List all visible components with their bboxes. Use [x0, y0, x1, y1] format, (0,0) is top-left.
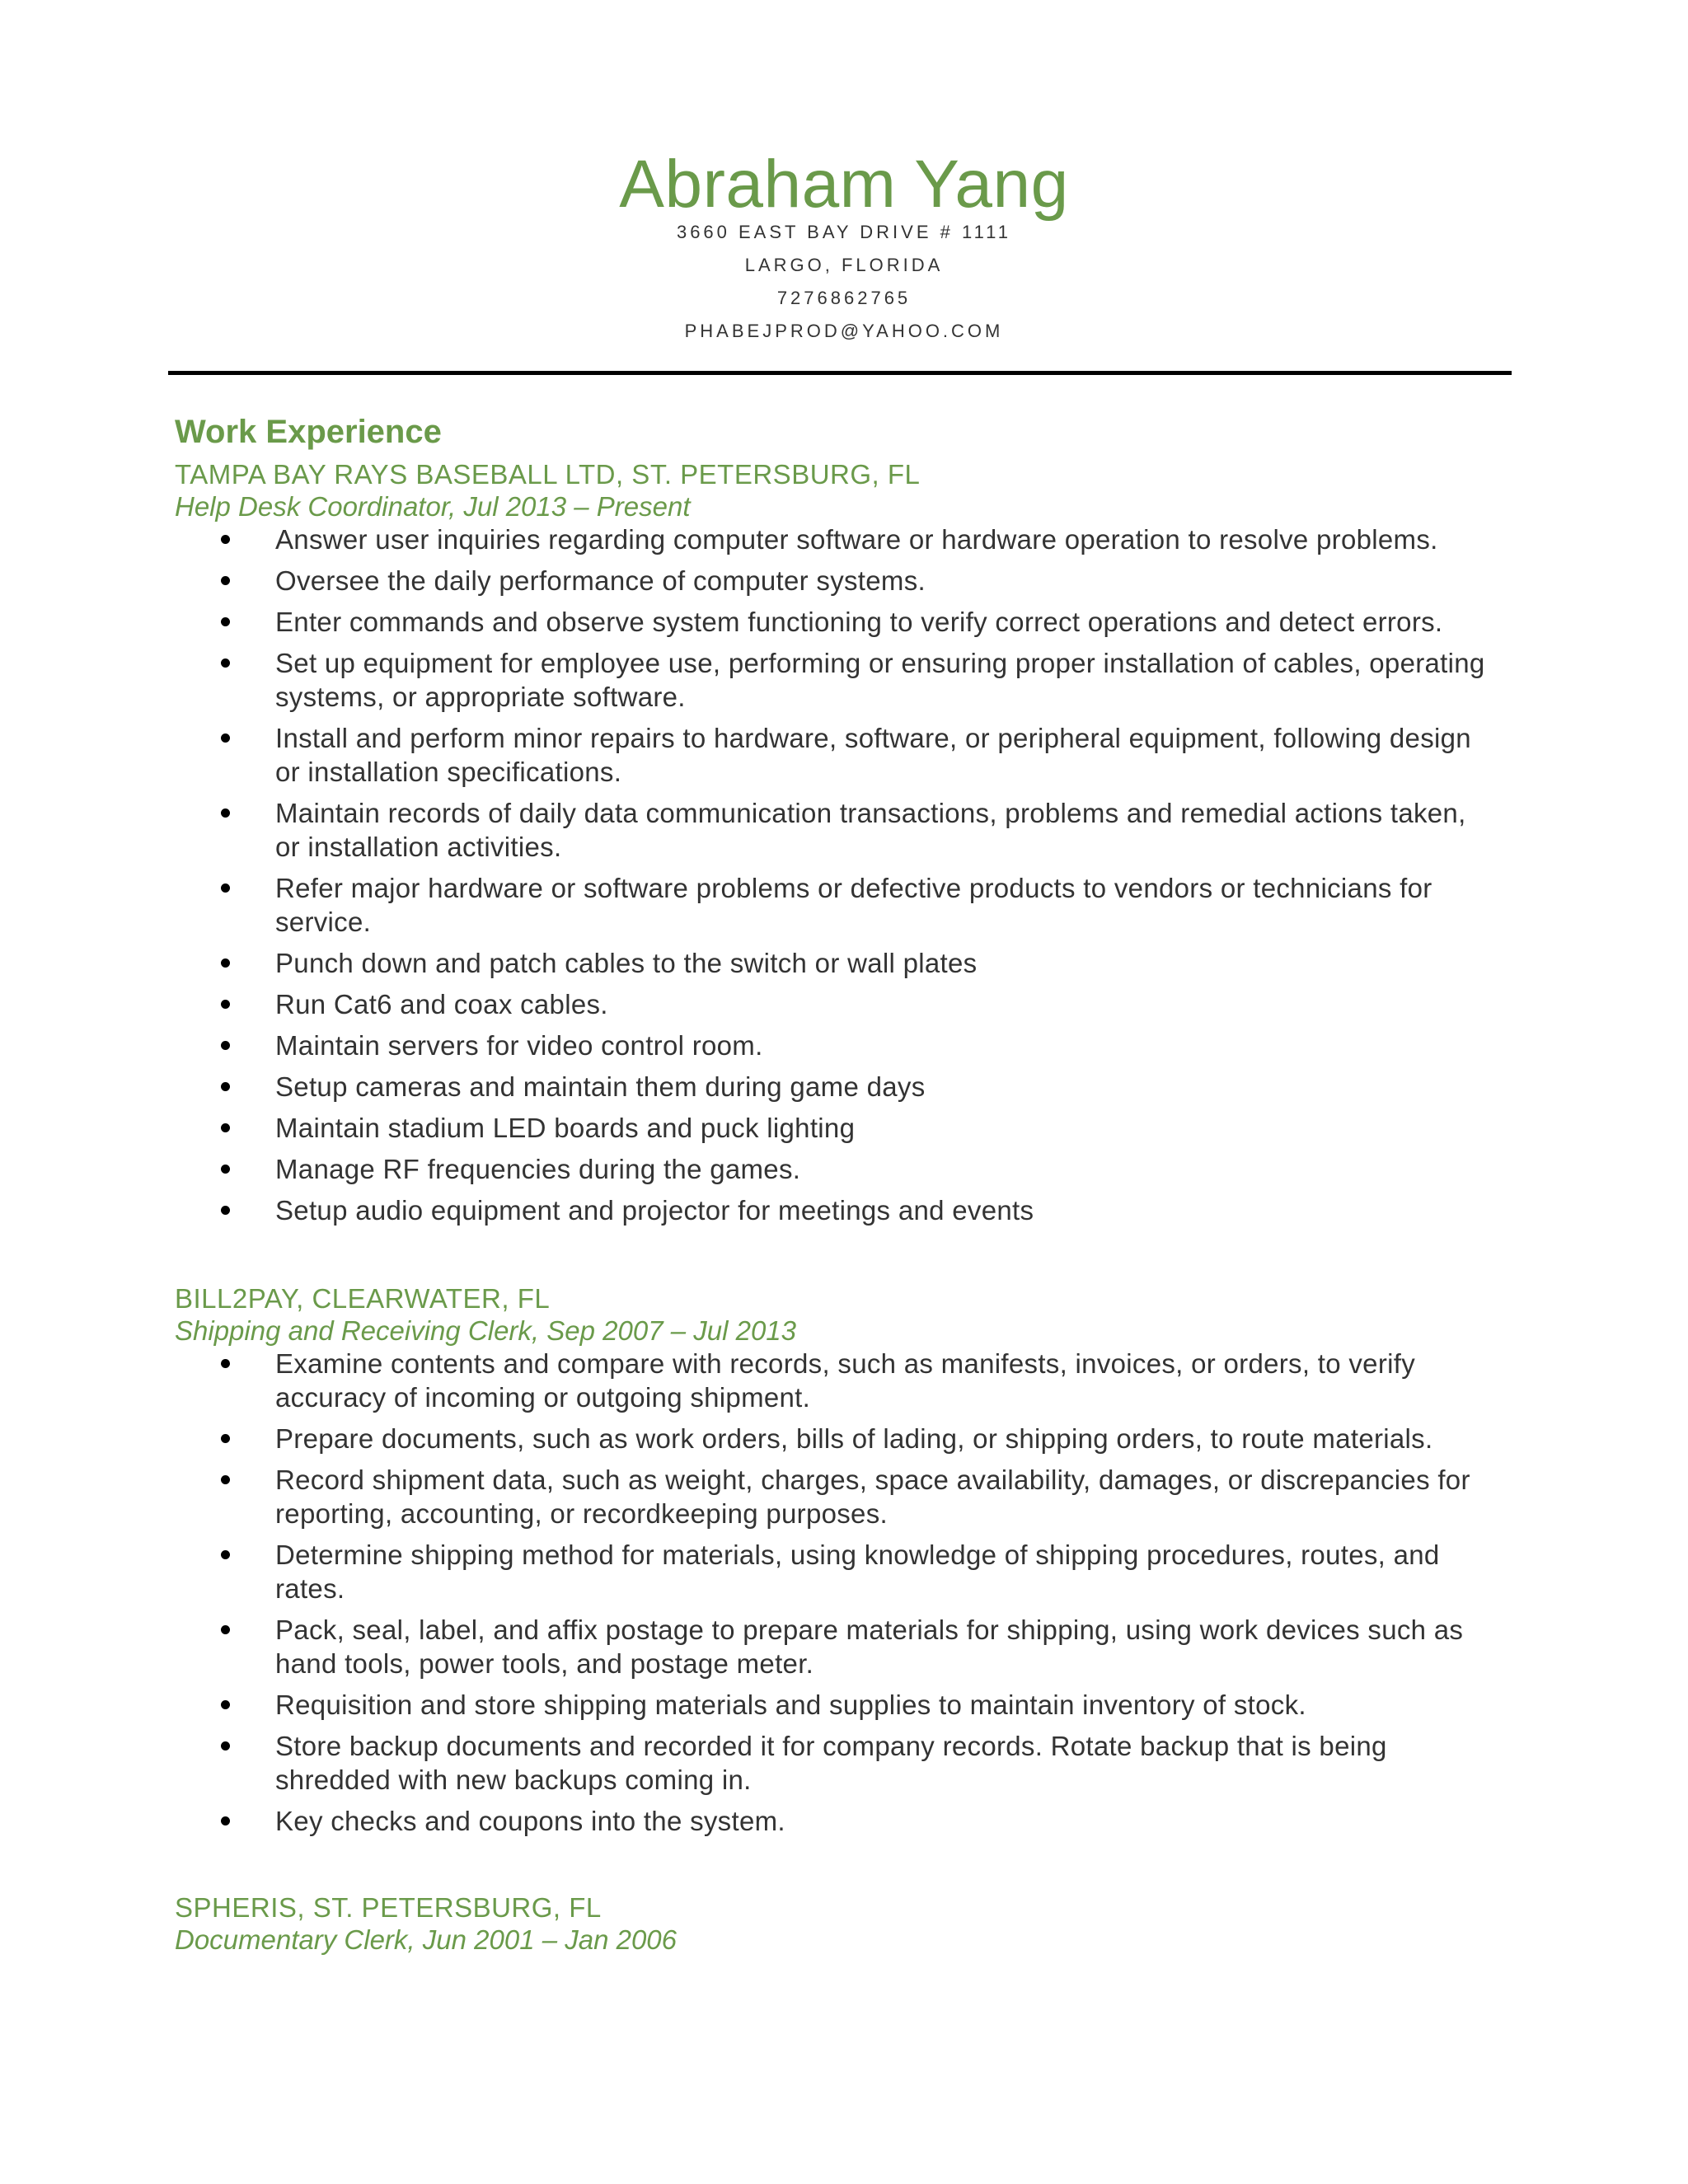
email-address: PHABEJPROD@YAHOO.COM — [684, 321, 1004, 341]
job-bullet-text: Enter commands and observe system functioning to verify correct operations and detect errors. — [275, 607, 1443, 637]
job-company: TAMPA BAY RAYS BASEBALL LTD, ST. PETERSBURG, FL — [175, 459, 921, 490]
phone-number: 7276862765 — [776, 288, 912, 308]
job-bullet — [175, 987, 1493, 1021]
job-bullet — [175, 946, 1493, 980]
job-bullet-text: Run Cat6 and coax cables. — [275, 989, 608, 1019]
bullet-icon — [221, 808, 230, 818]
job-bullet-text: Maintain servers for video control room. — [275, 1030, 763, 1061]
bullet-icon — [221, 1165, 230, 1174]
job-bullet-text: Refer major hardware or software problems or defective products to vendors or technicians for service. — [275, 873, 1432, 937]
bullet-icon — [221, 658, 230, 668]
header-divider — [168, 371, 1512, 375]
job-bullet-text: Answer user inquiries regarding computer software or hardware operation to resolve problems. — [275, 524, 1438, 555]
bullet-icon — [221, 958, 230, 968]
job-bullet — [175, 1613, 1493, 1680]
job-role: Help Desk Coordinator, Jul 2013 – Present — [175, 491, 691, 522]
job-bullet — [175, 1422, 1493, 1455]
bullet-icon — [221, 883, 230, 893]
job-bullet-text: Prepare documents, such as work orders, bills of lading, or shipping orders, to route materials. — [275, 1423, 1433, 1454]
job-spacer — [175, 1845, 1493, 1891]
bullet-icon — [221, 1475, 230, 1484]
work-experience-section — [175, 409, 1493, 1956]
job-bullet — [175, 1538, 1493, 1605]
job-bullet-text: Set up equipment for employee use, performing or ensuring proper installation of cables, operating systems, or appropriate software. — [275, 648, 1485, 712]
job-entry — [175, 1282, 1493, 1838]
job-bullet-text: Key checks and coupons into the system. — [275, 1806, 785, 1836]
bullet-icon — [221, 1206, 230, 1215]
job-bullet-list — [175, 1347, 1493, 1838]
job-spacer — [175, 1235, 1493, 1282]
resume-header — [0, 145, 1688, 348]
bullet-icon — [221, 535, 230, 544]
job-bullet-text: Examine contents and compare with records, such as manifests, invoices, or orders, to verify accuracy of incoming or outgoing shipment. — [275, 1348, 1416, 1413]
address-line-1: 3660 EAST BAY DRIVE # 1111 — [676, 222, 1012, 242]
job-bullet — [175, 1729, 1493, 1797]
job-bullet-list — [175, 523, 1493, 1227]
job-company: SPHERIS, ST. PETERSBURG, FL — [175, 1892, 602, 1923]
candidate-name: Abraham Yang — [619, 147, 1069, 222]
bullet-icon — [221, 1625, 230, 1634]
job-bullet — [175, 1193, 1493, 1227]
bullet-icon — [221, 1741, 230, 1750]
bullet-icon — [221, 1041, 230, 1050]
bullet-icon — [221, 617, 230, 626]
job-bullet — [175, 564, 1493, 598]
bullet-icon — [221, 1359, 230, 1368]
bullet-icon — [221, 1700, 230, 1709]
bullet-icon — [221, 1550, 230, 1559]
bullet-icon — [221, 1123, 230, 1132]
job-bullet — [175, 1152, 1493, 1186]
job-bullet — [175, 1111, 1493, 1145]
job-bullet-text: Punch down and patch cables to the switch or wall plates — [275, 948, 978, 978]
bullet-icon — [221, 1816, 230, 1825]
job-bullet — [175, 646, 1493, 714]
job-bullet-text: Maintain stadium LED boards and puck lighting — [275, 1113, 856, 1143]
job-bullet-text: Maintain records of daily data communication transactions, problems and remedial actions taken, or installation activities. — [275, 798, 1466, 862]
job-role: Shipping and Receiving Clerk, Sep 2007 – Jul 2013 — [175, 1315, 797, 1346]
job-bullet — [175, 1029, 1493, 1062]
section-title: Work Experience — [175, 414, 442, 450]
job-bullet-text: Oversee the daily performance of computer systems. — [275, 565, 926, 596]
job-bullet-text: Requisition and store shipping materials and supplies to maintain inventory of stock. — [275, 1690, 1306, 1720]
job-bullet — [175, 796, 1493, 864]
job-bullet — [175, 871, 1493, 939]
job-entry — [175, 458, 1493, 1227]
address-line-2: LARGO, FLORIDA — [744, 255, 944, 275]
job-bullet-text: Setup cameras and maintain them during game days — [275, 1071, 926, 1102]
bullet-icon — [221, 1000, 230, 1009]
bullet-icon — [221, 576, 230, 585]
job-bullet — [175, 523, 1493, 556]
job-bullet-text: Install and perform minor repairs to hardware, software, or peripheral equipment, following design or installation specifications. — [275, 723, 1471, 787]
job-bullet — [175, 1804, 1493, 1838]
job-bullet — [175, 1463, 1493, 1530]
job-bullet-text: Determine shipping method for materials, using knowledge of shipping procedures, routes, and rates. — [275, 1540, 1440, 1604]
job-bullet — [175, 605, 1493, 639]
job-bullet-text: Pack, seal, label, and affix postage to prepare materials for shipping, using work devices such as hand tools, power tools, and postage meter. — [275, 1615, 1464, 1679]
job-bullet-text: Setup audio equipment and projector for meetings and events — [275, 1195, 1034, 1226]
bullet-icon — [221, 1082, 230, 1091]
job-entry — [175, 1891, 1493, 1956]
job-bullet — [175, 721, 1493, 789]
job-bullet-text: Store backup documents and recorded it for company records. Rotate backup that is being shredded with new backups coming in. — [275, 1731, 1387, 1795]
job-bullet — [175, 1688, 1493, 1722]
bullet-icon — [221, 733, 230, 743]
bullet-icon — [221, 1434, 230, 1443]
job-company: BILL2PAY, CLEARWATER, FL — [175, 1283, 551, 1314]
job-role: Documentary Clerk, Jun 2001 – Jan 2006 — [175, 1924, 678, 1955]
job-bullet — [175, 1070, 1493, 1104]
job-bullet — [175, 1347, 1493, 1414]
job-bullet-text: Record shipment data, such as weight, charges, space availability, damages, or discrepancies for reporting, accounting, or recordkeeping purposes. — [275, 1465, 1470, 1529]
job-bullet-text: Manage RF frequencies during the games. — [275, 1154, 801, 1184]
